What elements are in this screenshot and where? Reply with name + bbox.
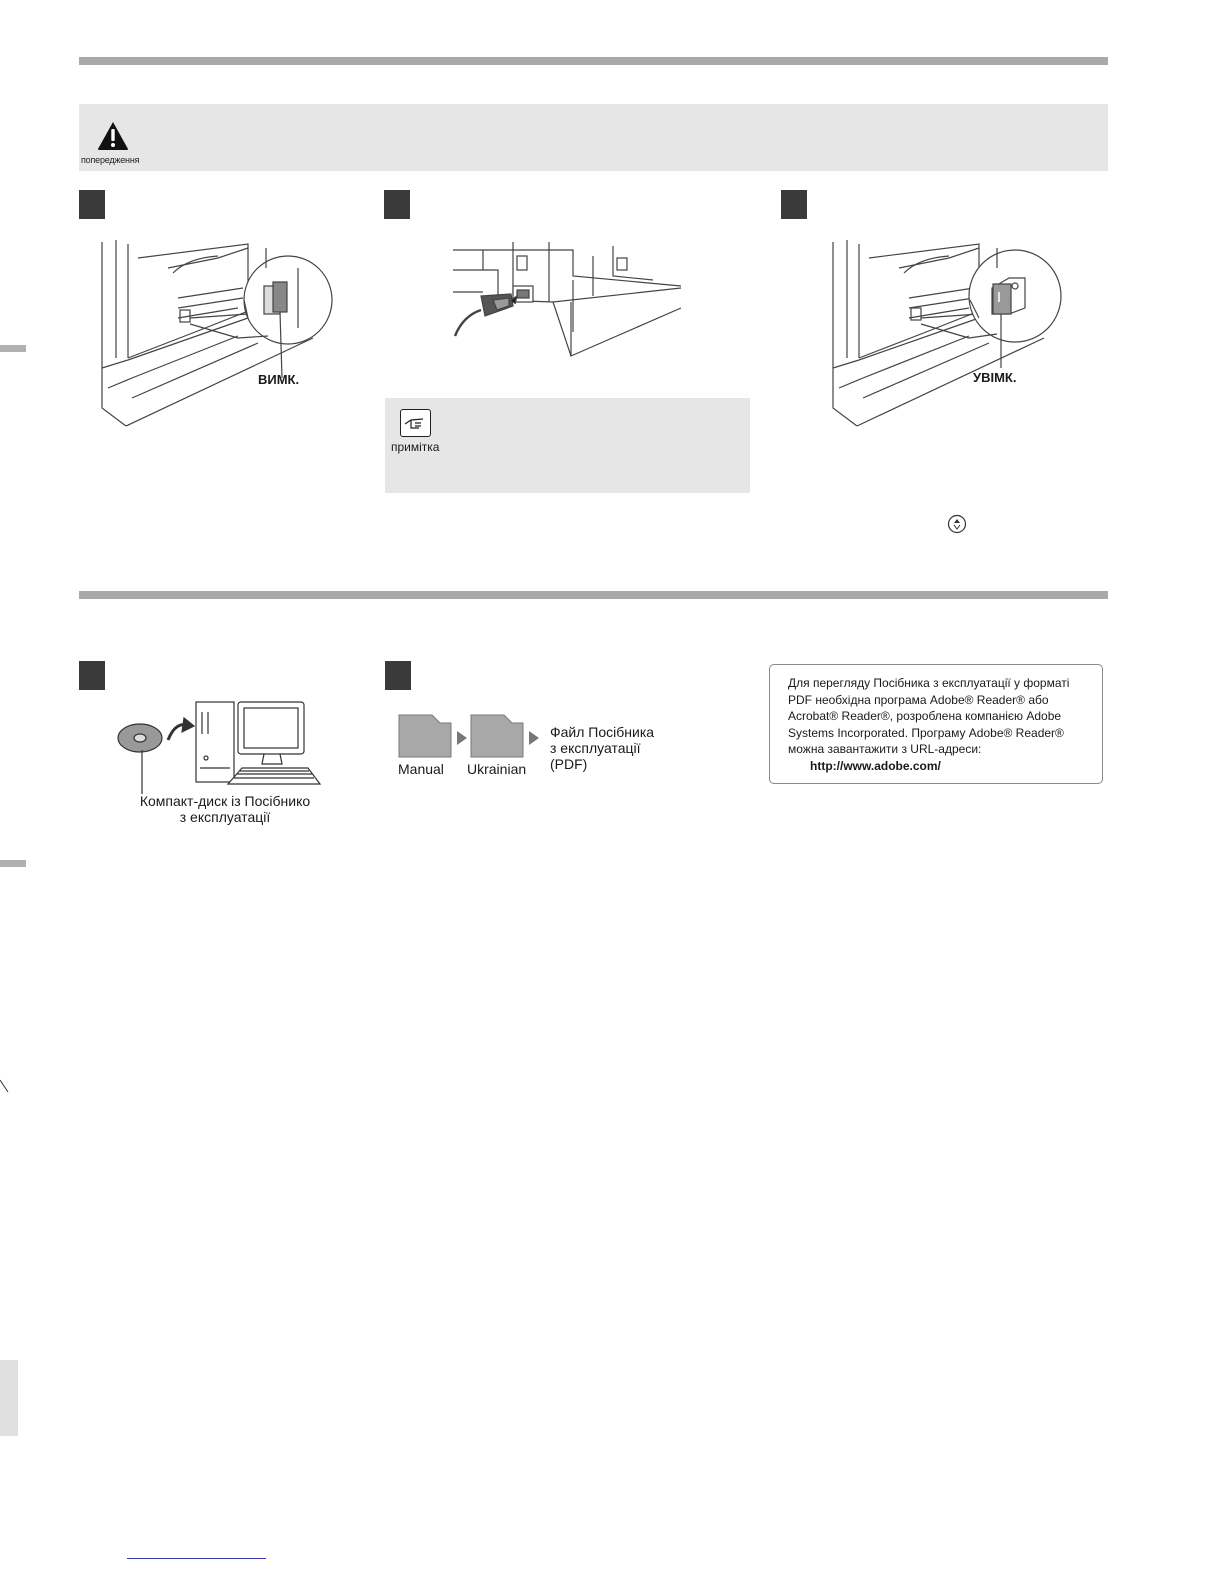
step-number-box-2	[384, 190, 410, 219]
crop-mark	[0, 1078, 10, 1094]
power-switch-on-illustration	[829, 238, 1069, 428]
warning-label: попередження	[81, 155, 140, 165]
arrow-right-icon	[528, 730, 540, 746]
step-number-box-1	[79, 190, 105, 219]
cd-caption-line-1: Компакт-диск із Посібнико	[139, 793, 311, 809]
info-line-4: Systems Incorporated. Програму Adobe® Reader®	[788, 725, 1064, 740]
pdf-file-caption	[550, 724, 654, 772]
folder-icon	[398, 714, 452, 758]
power-off-callout: ВИМК.	[258, 372, 300, 387]
section-divider-top	[79, 57, 1108, 65]
start-button-icon	[947, 514, 967, 534]
pdf-caption-line-3: (PDF)	[550, 756, 588, 772]
side-tab-block	[0, 1360, 18, 1436]
info-line-3: Acrobat® Reader®, розроблена компанією Adobe	[788, 709, 1062, 723]
adobe-url-link[interactable]: http://www.adobe.com/	[810, 758, 941, 773]
info-line-5: можна завантажити з URL-адреси:	[788, 742, 982, 756]
note-band	[385, 398, 750, 493]
step-number-box-4	[79, 661, 105, 690]
warning-band	[79, 104, 1108, 171]
power-cord-illustration	[453, 236, 685, 360]
pointing-hand-icon	[400, 409, 431, 437]
note-label: примітка	[391, 440, 440, 454]
arrow-right-icon	[456, 730, 468, 746]
step-number-box-5	[385, 661, 411, 690]
folder-label-ukrainian: Ukrainian	[467, 761, 527, 777]
section-divider-middle	[79, 591, 1108, 599]
folder-icon	[470, 714, 524, 758]
cd-caption	[133, 793, 317, 825]
info-line-2: PDF необхідна програма Adobe® Reader® або	[788, 692, 1049, 707]
info-line-1: Для перегляду Посібника з експлуатації у форматі	[788, 676, 1070, 690]
power-switch-off-illustration	[98, 238, 338, 428]
warning-triangle-icon	[97, 121, 129, 151]
side-tab-marker	[0, 345, 26, 352]
side-tab-marker	[0, 860, 26, 867]
folder-label-manual: Manual	[398, 761, 444, 777]
pdf-caption-line-2: з експлуатації	[550, 740, 641, 756]
cd-computer-illustration	[116, 698, 322, 794]
adobe-reader-info-box	[769, 664, 1103, 784]
power-on-callout: УВІМК.	[973, 370, 1017, 385]
pdf-caption-line-1: Файл Посібника	[550, 724, 655, 740]
cd-caption-line-2: з експлуатації	[179, 809, 271, 825]
bottom-underline	[127, 1558, 266, 1559]
step-number-box-3	[781, 190, 807, 219]
